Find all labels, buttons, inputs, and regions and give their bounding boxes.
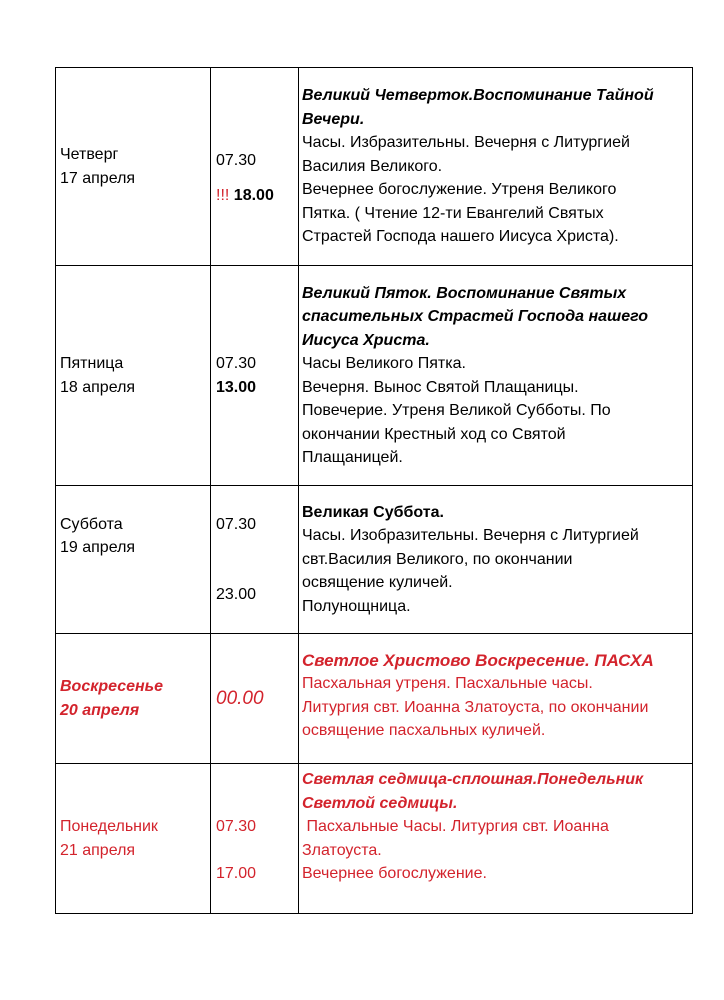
service-time: 17.00	[216, 865, 257, 882]
day-date: 17 апреля	[60, 169, 136, 187]
description-cell	[299, 68, 693, 266]
time-cell	[211, 764, 299, 914]
service-line: Василия Великого.	[302, 157, 443, 175]
service-time: 07.30	[216, 515, 257, 533]
description-cell	[299, 486, 693, 634]
service-line: освящение куличей.	[302, 574, 453, 592]
service-heading: Светлая седмица-сплошная.Понедельник	[302, 771, 644, 788]
day-name: Пятница	[60, 355, 124, 372]
day-cell	[56, 266, 211, 486]
service-heading: Великая Суббота.	[302, 503, 444, 521]
time-cell	[211, 266, 299, 486]
service-heading: Великий Пяток. Воспоминание Святых	[302, 284, 627, 302]
service-line: Часы. Избразительны. Вечерня с Литургией	[302, 134, 630, 152]
service-heading: Светлое Христово Воскресение. ПАСХА	[302, 650, 654, 670]
description-cell	[299, 266, 693, 486]
service-line: Пасхальные Часы. Литургия свт. Иоанна	[302, 818, 609, 835]
day-name: Понедельник	[60, 818, 158, 835]
service-line: Пятка. ( Чтение 12-ти Евангелий Святых	[302, 204, 604, 222]
table-row	[56, 486, 693, 634]
day-cell	[56, 764, 211, 914]
day-cell	[56, 634, 211, 764]
service-heading: Иисуса Христа.	[302, 331, 430, 349]
day-name: Суббота	[60, 515, 123, 533]
service-time: 07.30	[216, 152, 257, 170]
day-date: 20 апреля	[60, 701, 140, 719]
table-row	[56, 266, 693, 486]
service-line: Литургия свт. Иоанна Златоуста, по окончании	[302, 698, 649, 716]
service-line: Вечернее богослужение. Утреня Великого	[302, 181, 617, 199]
service-line: Пасхальная утреня. Пасхальные часы.	[302, 675, 593, 692]
service-line: Златоуста.	[302, 841, 382, 859]
service-line: Страстей Господа нашего Иисуса Христа).	[302, 228, 619, 246]
time-cell	[211, 68, 299, 266]
service-line: Повечерие. Утреня Великой Субботы. По	[302, 402, 611, 419]
service-time: 13.00	[216, 378, 257, 396]
service-line: Часы. Изобразительны. Вечерня с Литургией	[302, 527, 639, 545]
service-time: 00.00	[216, 687, 264, 709]
schedule-table	[55, 67, 693, 914]
day-cell	[56, 486, 211, 634]
description-cell	[299, 764, 693, 914]
day-date: 21 апреля	[60, 841, 136, 859]
day-name: Четверг	[60, 146, 119, 163]
day-date: 18 апреля	[60, 378, 136, 396]
service-line: Полунощница.	[302, 597, 411, 615]
service-line: освящение пасхальных куличей.	[302, 722, 546, 739]
table-row	[56, 764, 693, 914]
service-heading: Светлой седмицы.	[302, 794, 458, 812]
service-line: свт.Василия Великого, по окончании	[302, 550, 573, 568]
service-heading: Великий Четверток.Воспоминание Тайной	[302, 87, 654, 105]
service-time: !!! 18.00	[216, 186, 274, 204]
service-line: окончании Крестный ход со Святой	[302, 425, 566, 443]
service-time: 07.30	[216, 818, 257, 835]
description-cell	[299, 634, 693, 764]
service-line: Плащаницей.	[302, 449, 403, 466]
service-time: 23.00	[216, 586, 257, 603]
day-name: Воскресенье	[60, 678, 164, 695]
time-cell	[211, 486, 299, 634]
service-heading: Вечери.	[302, 110, 365, 128]
alert-marker: !!!	[216, 186, 230, 204]
service-line: Вечернее богослужение.	[302, 865, 487, 882]
table-row	[56, 68, 693, 266]
day-date: 19 апреля	[60, 539, 136, 556]
service-time: 07.30	[216, 355, 257, 372]
service-line: Вечерня. Вынос Святой Плащаницы.	[302, 378, 579, 396]
time-cell	[211, 634, 299, 764]
table-row	[56, 634, 693, 764]
day-cell	[56, 68, 211, 266]
service-heading: спасительных Страстей Господа нашего	[302, 308, 649, 325]
service-line: Часы Великого Пятка.	[302, 355, 466, 372]
